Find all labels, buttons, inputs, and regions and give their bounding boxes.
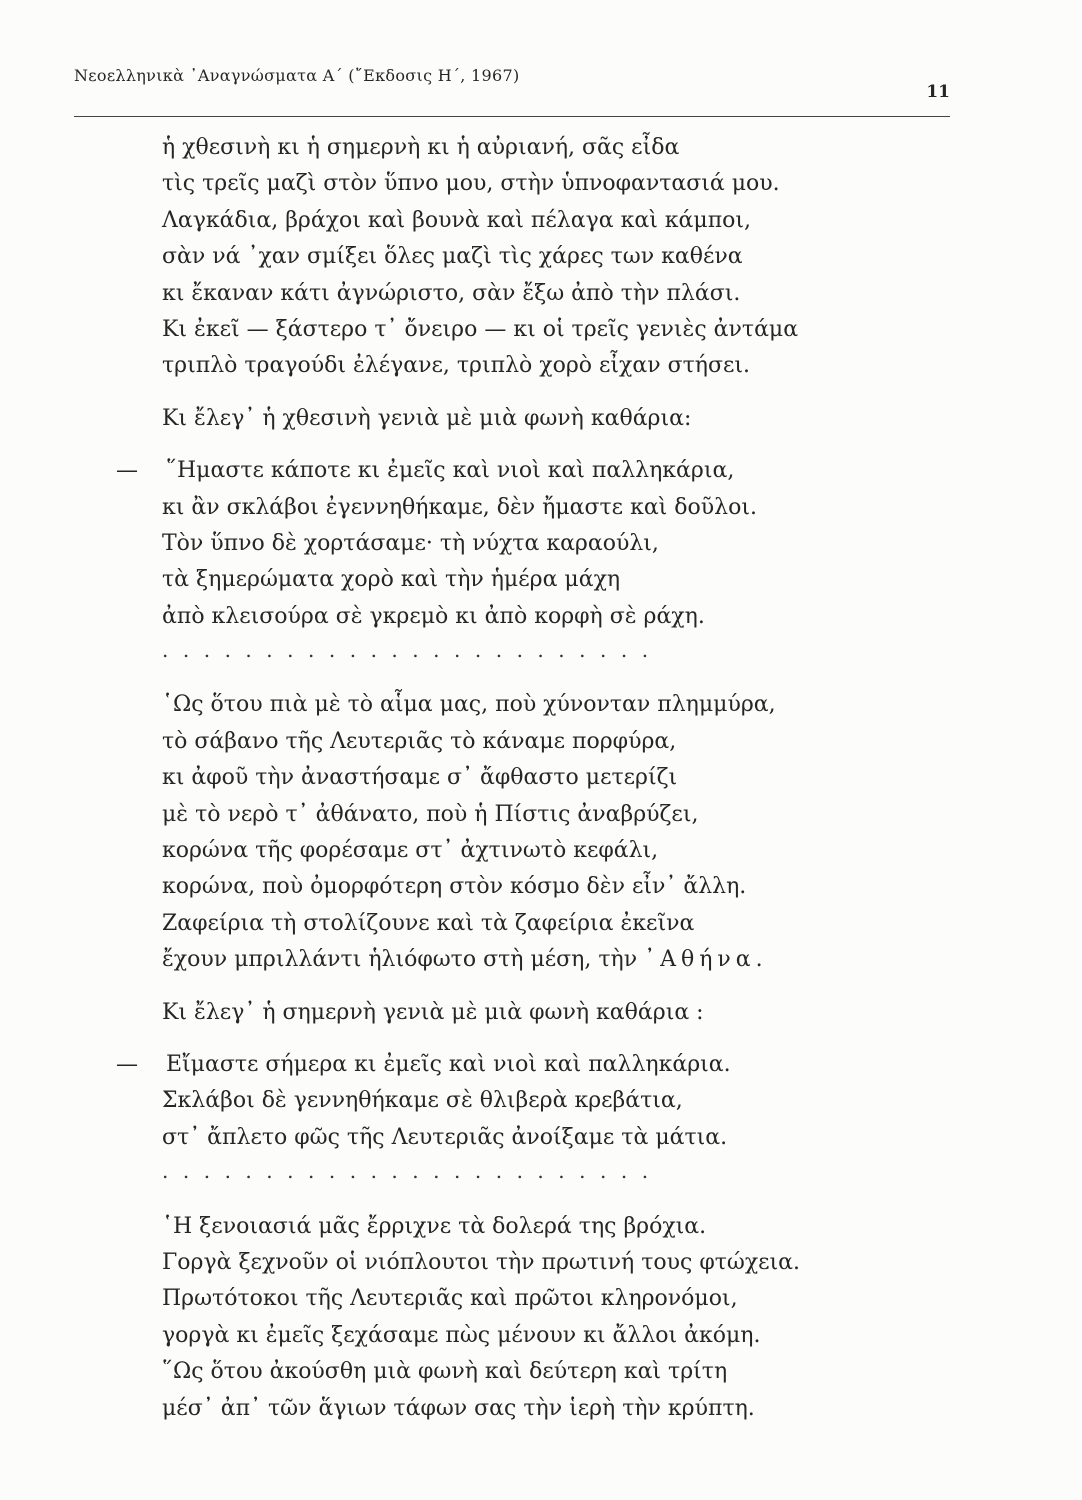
- poem-line-text: ἔχουν μπριλλάντι ἡλιόφωτο στὴ μέση, τὴν: [162, 947, 638, 973]
- poem-line-athina: [116, 942, 936, 978]
- poem-line: σὰν νά ᾿χαν σμίξει ὅλες μαζὶ τὶς χάρες των καθένα: [162, 244, 743, 270]
- header-rule: [74, 116, 950, 117]
- poem-line-text: Εἴμαστε σήμερα κι ἐμεῖς καὶ νιοὶ καὶ παλληκάρια.: [166, 1051, 731, 1077]
- stanza-gap: [116, 671, 936, 687]
- poem-line: στ᾿ ἄπλετο φῶς τῆς Λευτεριᾶς ἀνοίξαμε τὰ μάτια.: [162, 1124, 728, 1150]
- poem-line-text: ῞Ημαστε κάποτε κι ἐμεῖς καὶ νιοὶ καὶ παλληκάρια,: [166, 458, 735, 484]
- poem-line: κι ἂν σκλάβοι ἐγεννηθήκαμε, δὲν ἤμαστε καὶ δοῦλοι.: [162, 494, 757, 520]
- poem-line: Κι ἔλεγ᾿ ἡ χθεσινὴ γενιὰ μὲ μιὰ φωνὴ καθάρια:: [162, 405, 692, 431]
- poem-line: Τὸν ὕπνο δὲ χορτάσαμε· τὴ νύχτα καραούλι,: [162, 530, 659, 556]
- poem-line-dialogue: [116, 453, 936, 489]
- stanza-gap: [116, 437, 936, 453]
- poem: [116, 130, 936, 1427]
- ellipsis-row: ........................: [162, 638, 663, 663]
- spaced-word: ᾿Αθήνα.: [644, 947, 768, 973]
- poem-line: κι ἔκαναν κάτι ἀγνώριστο, σὰν ἔξω ἀπὸ τὴν πλάσι.: [162, 280, 741, 306]
- stanza-gap: [116, 385, 936, 401]
- stanza-gap: [116, 979, 936, 995]
- poem-line: κορώνα τῆς φορέσαμε στ᾿ ἀχτινωτὸ κεφάλι,: [162, 838, 659, 864]
- stanza-gap: [116, 1031, 936, 1047]
- poem-line-dialogue: [116, 1047, 936, 1083]
- poem-line: κι ἀφοῦ τὴν ἀναστήσαμε σ᾿ ἄφθαστο μετερίζι: [162, 765, 678, 791]
- running-header: [74, 66, 950, 106]
- poem-line: τὸ σάβανο τῆς Λευτεριᾶς τὸ κάναμε πορφύρα,: [162, 728, 677, 754]
- poem-line: ῾Ως ὅτου πιὰ μὲ τὸ αἷμα μας, ποὺ χύνονταν πλημμύρα,: [162, 692, 776, 718]
- poem-line: Γοργὰ ξεχνοῦν οἱ νιόπλουτοι τὴν πρωτινή τους φτώχεια.: [162, 1249, 801, 1275]
- poem-line: τὶς τρεῖς μαζὶ στὸν ὕπνο μου, στὴν ὑπνοφαντασιά μου.: [162, 171, 780, 197]
- poem-line: γοργὰ κι ἐμεῖς ξεχάσαμε πὼς μένουν κι ἄλλοι ἀκόμη.: [162, 1322, 761, 1348]
- poem-line: Κι ἐκεῖ — ξάστερο τ᾿ ὄνειρο — κι οἱ τρεῖς γενιὲς ἀντάμα: [162, 316, 799, 342]
- poem-line: μὲ τὸ νερὸ τ᾿ ἀθάνατο, ποὺ ἡ Πίστις ἀναβρύζει,: [162, 801, 699, 827]
- poem-line: τριπλὸ τραγούδι ἐλέγανε, τριπλὸ χορὸ εἶχαν στήσει.: [162, 353, 750, 379]
- poem-line: Κι ἔλεγ᾿ ἡ σημερνὴ γενιὰ μὲ μιὰ φωνὴ καθάρια :: [162, 999, 704, 1025]
- poem-line: Πρωτότοκοι τῆς Λευτεριᾶς καὶ πρῶτοι κληρονόμοι,: [162, 1286, 738, 1312]
- dialogue-dash: —: [116, 458, 138, 484]
- poem-line: ἡ χθεσινὴ κι ἡ σημερνὴ κι ἡ αὐριανή, σᾶς εἶδα: [162, 135, 680, 160]
- stanza-gap: [116, 1193, 936, 1209]
- poem-line: Σκλάβοι δὲ γεννηθήκαμε σὲ θλιβερὰ κρεβάτια,: [162, 1088, 683, 1114]
- dialogue-dash: —: [116, 1051, 138, 1077]
- poem-line: κορώνα, ποὺ ὀμορφότερη στὸν κόσμο δὲν εἶν᾿ ἄλλη.: [162, 874, 747, 900]
- poem-line: Ζαφείρια τὴ στολίζουνε καὶ τὰ ζαφείρια ἐκεῖνα: [162, 910, 695, 936]
- page-number: 11: [926, 82, 950, 102]
- poem-line: ἀπὸ κλεισούρα σὲ γκρεμὸ κι ἀπὸ κορφὴ σὲ ράχη.: [162, 603, 705, 629]
- poem-line: ῞Ως ὅτου ἀκούσθη μιὰ φωνὴ καὶ δεύτερη καὶ τρίτη: [162, 1359, 728, 1385]
- poem-line: τὰ ξημερώματα χορὸ καὶ τὴν ἡμέρα μάχη: [162, 567, 621, 593]
- poem-line: ῾Η ξενοιασιά μᾶς ἔρριχνε τὰ δολερά της βρόχια.: [162, 1213, 707, 1239]
- ellipsis-row: ........................: [162, 1159, 663, 1184]
- header-title: Νεοελληνικὰ ᾿Αναγνώσματα Α΄ (῎Εκδοσις Η΄, 1967): [74, 66, 520, 85]
- poem-line: μέσ᾿ ἀπ᾿ τῶν ἅγιων τάφων σας τὴν ἱερὴ τὴν κρύπτη.: [162, 1395, 755, 1421]
- poem-line: Λαγκάδια, βράχοι καὶ βουνὰ καὶ πέλαγα καὶ κάμποι,: [162, 207, 752, 233]
